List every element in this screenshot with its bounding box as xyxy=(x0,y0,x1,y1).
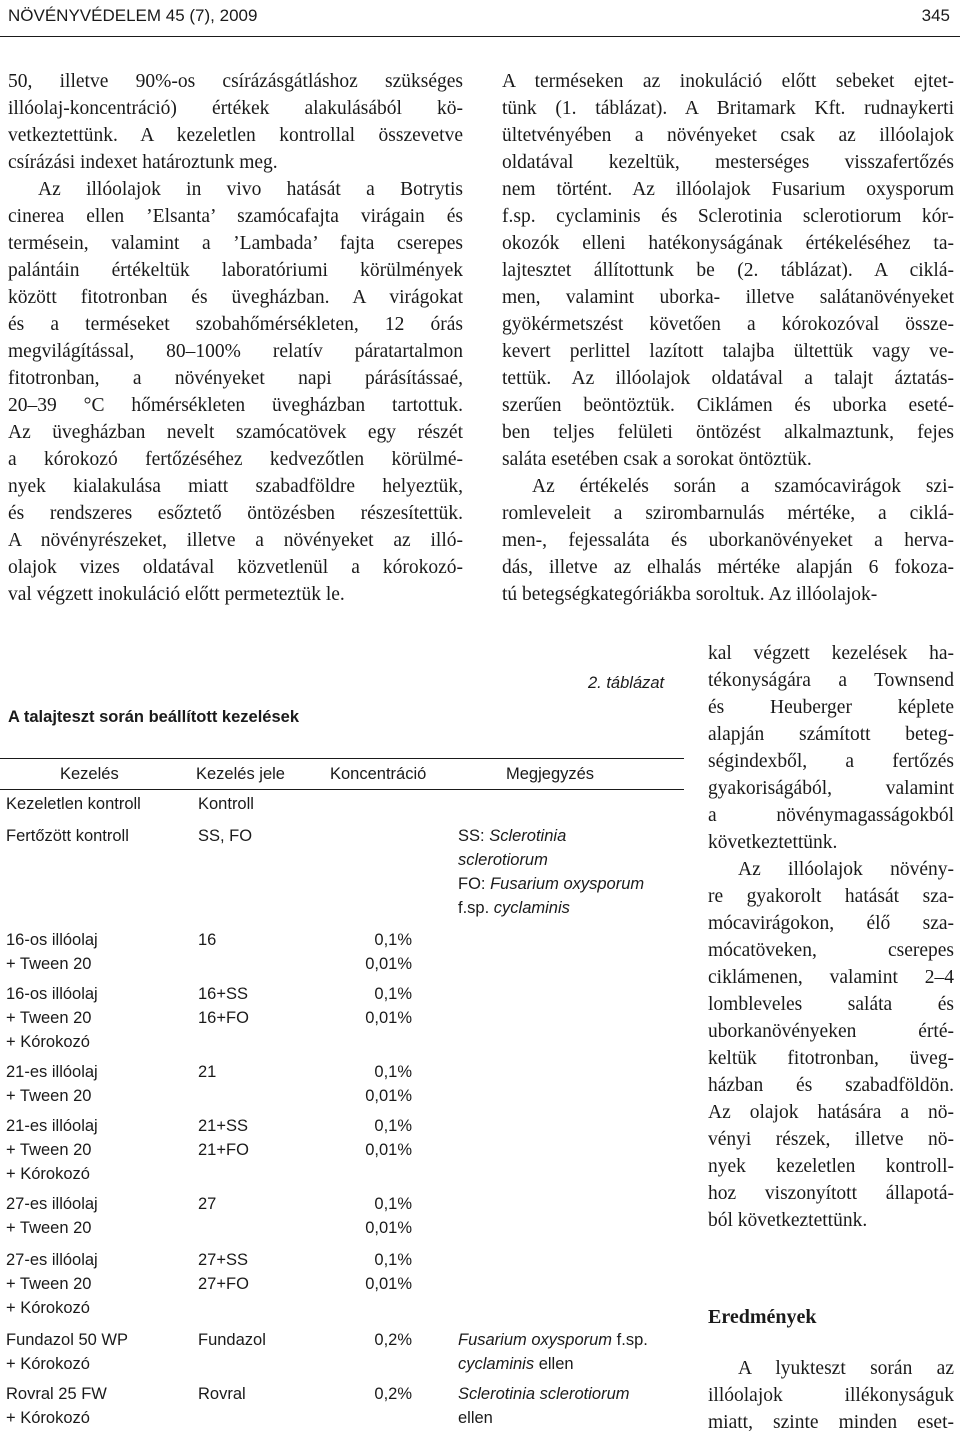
table-label: 2. táblázat xyxy=(588,674,665,692)
table-cell-konc: 0,1% xyxy=(374,1251,412,1269)
text-line: és rendszeres esőztető öntözésben részesítettük. xyxy=(8,503,463,524)
text-line: tú betegségkategóriákba soroltuk. Az illóolajok- xyxy=(502,584,878,605)
table-cell-kezeles: + Tween 20 xyxy=(6,1275,92,1293)
text-line: Az illóolajok növény- xyxy=(738,859,954,880)
text-line: illóolaj-koncentráció) értékek alakulásából kö- xyxy=(8,98,463,119)
text-line: ültetvényében a növényeket csak az illóolajok xyxy=(502,125,954,146)
text-line: ségindexből, a fertőzés xyxy=(708,751,954,772)
text-line: 50, illetve 90%-os csírázásgátláshoz szükséges xyxy=(8,71,463,92)
text-line: és a terméseket szobahőmérsékleten, 12 órás xyxy=(8,314,463,335)
table-cell-jele: 27+SS xyxy=(198,1251,248,1269)
text-line: val végzett inokuláció előtt permeteztük le. xyxy=(8,584,345,605)
table-cell-kezeles: + Kórokozó xyxy=(6,1033,90,1051)
table-cell-megj: cyclaminis ellen xyxy=(458,1355,574,1373)
text-line: A terméseken az inokuláció előtt sebeket ejtet- xyxy=(502,71,954,92)
text-line: ból következtettünk. xyxy=(708,1210,868,1231)
table-cell-kezeles: + Kórokozó xyxy=(6,1165,90,1183)
table-column-header: Koncentráció xyxy=(330,765,427,783)
text-line: lajtesztet állítottunk be (2. táblázat). A ciklá- xyxy=(502,260,954,281)
text-line: miatt, szinte minden eset- xyxy=(708,1412,954,1433)
table-cell-jele: 21 xyxy=(198,1063,217,1081)
text-line: mócatöveken, cserepes xyxy=(708,940,954,961)
text-line: uborkanövényeken érté- xyxy=(708,1021,954,1042)
table-cell-kezeles: + Tween 20 xyxy=(6,1141,92,1159)
text-line: tünk (1. táblázat). A Britamark Kft. rudnaykerti xyxy=(502,98,954,119)
table-cell-jele: 16+FO xyxy=(198,1009,249,1027)
table-cell-kezeles: Kezeletlen kontroll xyxy=(6,795,141,813)
text-line: tettük. Az illóolajok oldatával a talajt áztatás- xyxy=(502,368,954,389)
text-line: csírázási indexet határoztunk meg. xyxy=(8,152,278,173)
text-line: A növényrészeket, illetve a növényeket az illó- xyxy=(8,530,463,551)
table-cell-konc: 0,01% xyxy=(365,955,412,973)
table-cell-megj: Sclerotinia sclerotiorum xyxy=(458,1385,630,1403)
text-line: között fitotronban és üvegházban. A virágokat xyxy=(8,287,463,308)
text-line: romleveleit a szirombarnulás mértéke, a ciklá- xyxy=(502,503,954,524)
text-line: men-, fejessaláta és uborkanövényeket a herva- xyxy=(502,530,954,551)
table-cell-jele: SS, FO xyxy=(198,827,253,845)
table-cell-jele: Kontroll xyxy=(198,795,254,813)
results-text xyxy=(708,1355,954,1436)
text-line: A lyukteszt során az xyxy=(738,1358,954,1379)
text-line: nyek kezeletlen kontroll- xyxy=(708,1156,954,1177)
text-line: men, valamint uborka- illetve salátanövényeket xyxy=(502,287,954,308)
table-cell-jele: 27+FO xyxy=(198,1275,249,1293)
table-cell-konc: 0,1% xyxy=(374,1063,412,1081)
table-cell-kezeles: 21-es illóolaj xyxy=(6,1063,98,1081)
text-line: lombleveles saláta és xyxy=(708,994,954,1015)
text-line: kal végzett kezelések ha- xyxy=(708,643,954,664)
text-line: tékonyságára a Townsend xyxy=(708,670,954,691)
text-line: illóolajok illékonyságuk xyxy=(708,1385,954,1406)
table-column-header: Kezelés jele xyxy=(196,765,285,783)
table-cell-megj: f.sp. cyclaminis xyxy=(458,899,570,917)
text-line: ben teljes felületi öntözést alkalmaztunk, fejes xyxy=(502,422,954,443)
table-cell-konc: 0,2% xyxy=(374,1385,412,1403)
table-cell-megj: sclerotiorum xyxy=(458,851,548,869)
text-line: házban és szabadföldön. xyxy=(708,1075,954,1096)
right-column-narrow-text xyxy=(708,640,954,1234)
table-cell-kezeles: 27-es illóolaj xyxy=(6,1195,98,1213)
table-column-header: Megjegyzés xyxy=(506,765,595,783)
table-title: A talajteszt során beállított kezelések xyxy=(8,708,299,726)
text-line: a növénymagasságokból xyxy=(708,805,954,826)
table-cell-megj: SS: Sclerotinia xyxy=(458,827,567,845)
table-cell-kezeles: 16-os illóolaj xyxy=(6,985,98,1003)
table-cell-konc: 0,01% xyxy=(365,1275,412,1293)
text-line: mócavirágokon, élő sza- xyxy=(708,913,954,934)
text-line: cinerea ellen ’Elsanta’ szamócafajta virágain és xyxy=(8,206,463,227)
table-cell-konc: 0,01% xyxy=(365,1141,412,1159)
section-heading-results: Eredmények xyxy=(708,1306,817,1328)
table-cell-konc: 0,01% xyxy=(365,1219,412,1237)
table-cell-konc: 0,1% xyxy=(374,1117,412,1135)
text-line: szerűen beöntöztük. Ciklámen és uborka eseté- xyxy=(502,395,954,416)
text-line: 20–39 °C hőmérsékleten üvegházban tartottuk. xyxy=(8,395,463,416)
table-cell-kezeles: + Tween 20 xyxy=(6,955,92,973)
table-cell-konc: 0,01% xyxy=(365,1087,412,1105)
table-cell-kezeles: 27-es illóolaj xyxy=(6,1251,98,1269)
text-line: kevert perlittel lazított talajba ültettük vagy ve- xyxy=(502,341,954,362)
text-line: ciklámenen, valamint 2–4 xyxy=(708,967,954,988)
text-line: gyökérmetszést követően a kórokozóval össze- xyxy=(502,314,954,335)
text-line: Az illóolajok in vivo hatását a Botrytis xyxy=(38,179,463,200)
table-column-header: Kezelés xyxy=(60,765,119,783)
table-cell-jele: 21+FO xyxy=(198,1141,249,1159)
journal-header: NÖVÉNYVÉDELEM 45 (7), 2009 xyxy=(8,6,258,25)
text-line: Az olajok hatására a nö- xyxy=(708,1102,954,1123)
table-cell-kezeles: Fertőzött kontroll xyxy=(6,827,129,845)
text-line: vényi részek, illetve nö- xyxy=(708,1129,954,1150)
text-line: palántáin értékeltük laboratóriumi körülmények xyxy=(8,260,463,281)
table-cell-konc: 0,2% xyxy=(374,1331,412,1349)
text-line: f.sp. cyclaminis és Sclerotinia sclerotiorum kór- xyxy=(502,206,954,227)
table-cell-konc: 0,1% xyxy=(374,1195,412,1213)
table-cell-megj: Fusarium oxysporum f.sp. xyxy=(458,1331,648,1349)
text-line: nyek kialakulása miatt szabadföldre helyeztük, xyxy=(8,476,463,497)
table-cell-kezeles: 21-es illóolaj xyxy=(6,1117,98,1135)
table-cell-kezeles: + Tween 20 xyxy=(6,1219,92,1237)
table-cell-kezeles: Fundazol 50 WP xyxy=(6,1331,128,1349)
text-line: vetkeztettünk. A kezeletlen kontrollal összevetve xyxy=(8,125,463,146)
table-cell-konc: 0,01% xyxy=(365,1009,412,1027)
text-line: oldatával kezeltük, mesterséges visszafertőzés xyxy=(502,152,954,173)
text-line: alapján számított beteg- xyxy=(708,724,954,745)
text-line: dás, illetve az elhalás mértéke alapján 6 fokoza- xyxy=(502,557,954,578)
text-line: gyakoriságából, valamint xyxy=(708,778,954,799)
text-line: olajok vizes oldatával közvetlenül a kórokozó- xyxy=(8,557,463,578)
table-cell-konc: 0,1% xyxy=(374,931,412,949)
text-line: hoz viszonyított állapotá- xyxy=(708,1183,954,1204)
table-cell-jele: Rovral xyxy=(198,1385,246,1403)
table-cell-kezeles: + Kórokozó xyxy=(6,1409,90,1427)
text-line: a kórokozó fertőzéséhez kedvezőtlen körülmé- xyxy=(8,449,463,470)
text-line: Az értékelés során a szamócavirágok szi- xyxy=(532,476,954,497)
table-cell-jele: 16 xyxy=(198,931,217,949)
text-line: megvilágítással, 80–100% relatív páratartalmon xyxy=(8,341,463,362)
table-cell-jele: 21+SS xyxy=(198,1117,248,1135)
table-cell-kezeles: + Tween 20 xyxy=(6,1087,92,1105)
text-line: re gyakorolt hatását sza- xyxy=(708,886,954,907)
table-cell-kezeles: + Kórokozó xyxy=(6,1355,90,1373)
table-cell-kezeles: Rovral 25 FW xyxy=(6,1385,107,1403)
table-cell-kezeles: 16-os illóolaj xyxy=(6,931,98,949)
table-cell-kezeles: + Tween 20 xyxy=(6,1009,92,1027)
table-cell-megj: ellen xyxy=(458,1409,493,1427)
text-line: termésein, valamint a ’Lambada’ fajta cserepes xyxy=(8,233,463,254)
text-line: keltük fitotronban, üveg- xyxy=(708,1048,954,1069)
table-cell-kezeles: + Kórokozó xyxy=(6,1299,90,1317)
table-cell-jele: Fundazol xyxy=(198,1331,266,1349)
text-line: nem történt. Az illóolajok Fusarium oxysporum xyxy=(502,179,954,200)
text-line: fitotronban, a növényeket napi párásítássaé, xyxy=(8,368,463,389)
page-number: 345 xyxy=(921,6,950,25)
text-line: következtettünk. xyxy=(708,832,838,853)
text-line: saláta esetében csak a sorokat öntöztük. xyxy=(502,449,812,470)
text-line: és Heuberger képlete xyxy=(708,697,954,718)
table-cell-jele: 16+SS xyxy=(198,985,248,1003)
table-cell-megj: FO: Fusarium oxysporum xyxy=(458,875,645,893)
text-line: okozók elleni hatékonyságának értékeléséhez ta- xyxy=(502,233,954,254)
table-cell-jele: 27 xyxy=(198,1195,217,1213)
table-cell-konc: 0,1% xyxy=(374,985,412,1003)
text-line: Az üvegházban nevelt szamócatövek egy részét xyxy=(8,422,463,443)
